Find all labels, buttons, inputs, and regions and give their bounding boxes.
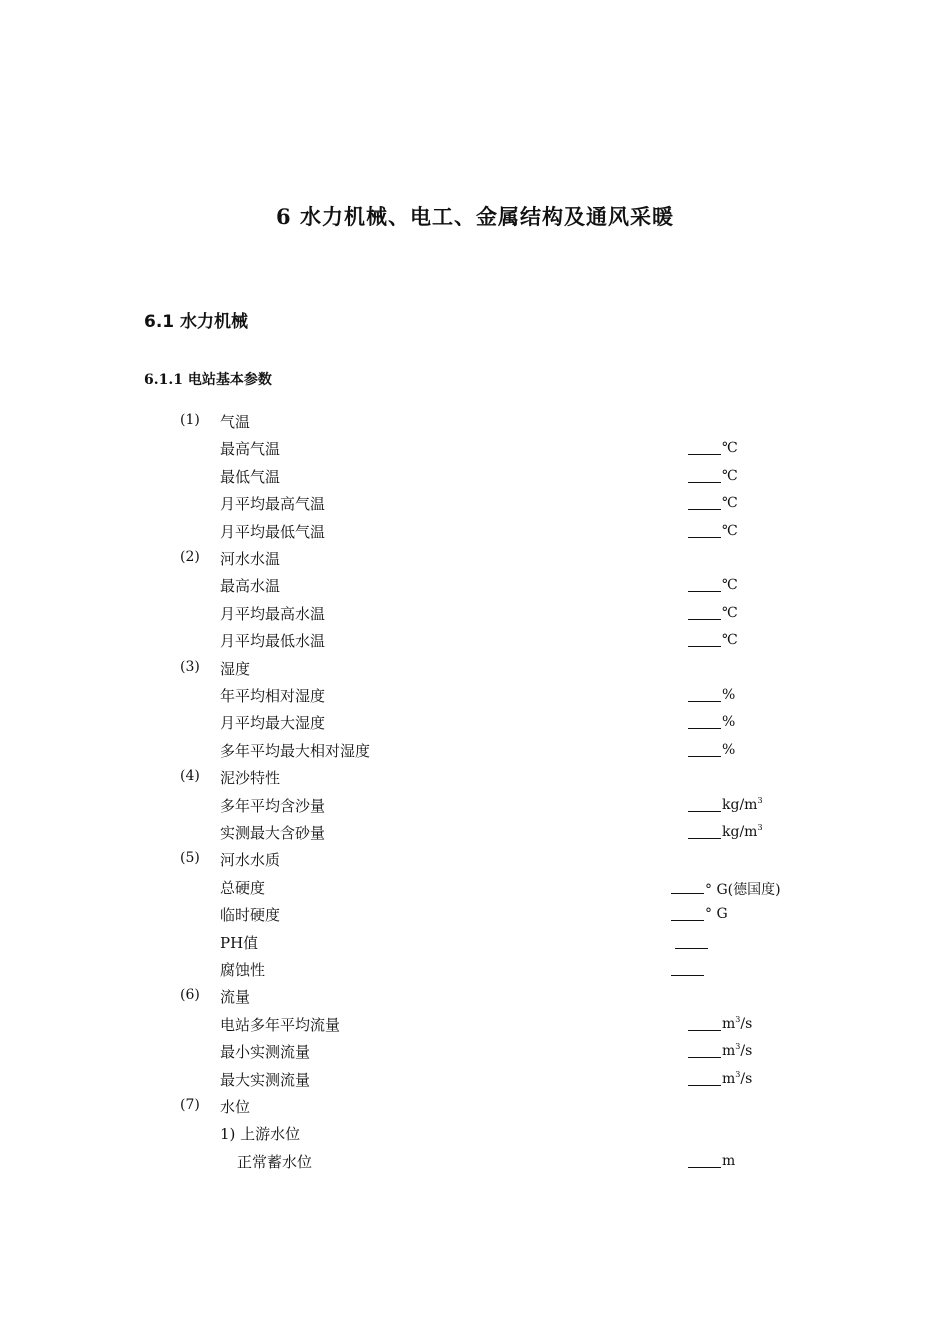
unit-label: ° G(德国度) [705,882,781,898]
value-blank [688,537,721,538]
unit-label: m [722,1153,736,1169]
parameter-label: 最高水温 [220,577,281,595]
unit-label: $m^3/s$ [722,1015,753,1032]
value-blank [688,509,721,510]
unit-label: ℃ [722,632,738,648]
unit-label: ℃ [722,440,738,456]
parameter-label: 最高气温 [220,440,281,458]
item-number: (5) [180,850,200,866]
category-label: 河水水温 [220,550,281,568]
unit-label: ℃ [722,523,738,539]
parameter-label: 年平均相对湿度 [220,687,326,705]
item-number: (7) [180,1097,200,1113]
parameter-label: 1) 上游水位 [220,1125,301,1143]
unit-label: ℃ [722,495,738,511]
item-number: (3) [180,659,200,675]
subsection-heading: 6.1.1 电站基本参数 [144,372,272,388]
category-label: 泥沙特性 [220,769,281,787]
parameter-label: 多年平均含沙量 [220,797,326,815]
page-title: 6 水力机械、电工、金属结构及通风采暖 [276,204,674,229]
parameter-label: 最小实测流量 [220,1043,311,1061]
category-label: 气温 [220,413,251,431]
parameter-label: 多年平均最大相对湿度 [220,742,371,760]
value-blank [688,1085,721,1086]
parameter-label: 月平均最高气温 [220,495,326,513]
parameter-label: 月平均最低水温 [220,632,326,650]
parameter-label: 实测最大含砂量 [220,824,326,842]
unit-label: ℃ [722,577,738,593]
unit-label: $m^3/s$ [722,1070,753,1087]
value-blank [671,975,704,976]
section-heading: 6.1 水力机械 [144,312,249,332]
item-number: (1) [180,412,200,428]
value-blank [688,838,721,839]
value-blank [688,701,721,702]
unit-label: $kg/m^3$ [722,796,763,813]
value-blank [688,591,721,592]
unit-label: ℃ [722,468,738,484]
value-blank [688,1057,721,1058]
parameter-label: PH值 [220,934,259,952]
value-blank [688,756,721,757]
value-blank [688,619,721,620]
item-number: (2) [180,549,200,565]
unit-label: $m^3/s$ [722,1042,753,1059]
parameter-label: 月平均最低气温 [220,523,326,541]
category-label: 河水水质 [220,851,281,869]
parameter-label: 临时硬度 [220,906,281,924]
category-label: 湿度 [220,660,251,678]
parameter-label: 正常蓄水位 [237,1153,313,1171]
unit-label: ℃ [722,605,738,621]
parameter-label: 最大实测流量 [220,1071,311,1089]
unit-label: % [722,742,736,758]
parameter-label: 电站多年平均流量 [220,1016,341,1034]
unit-label: ° G [705,906,728,922]
category-label: 水位 [220,1098,251,1116]
value-blank [688,728,721,729]
value-blank [688,646,721,647]
value-blank [688,1167,721,1168]
parameter-label: 腐蚀性 [220,961,266,979]
parameter-label: 月平均最高水温 [220,605,326,623]
unit-label: % [722,714,736,730]
value-blank [688,1030,721,1031]
parameter-label: 月平均最大湿度 [220,714,326,732]
value-blank [675,948,708,949]
value-blank [688,454,721,455]
parameter-label: 最低气温 [220,468,281,486]
item-number: (4) [180,768,200,784]
category-label: 流量 [220,988,251,1006]
item-number: (6) [180,987,200,1003]
parameter-label: 总硬度 [220,879,266,897]
value-blank [688,811,721,812]
value-blank [688,482,721,483]
unit-label: $kg/m^3$ [722,823,763,840]
value-blank [671,893,704,894]
value-blank [671,920,704,921]
unit-label: % [722,687,736,703]
